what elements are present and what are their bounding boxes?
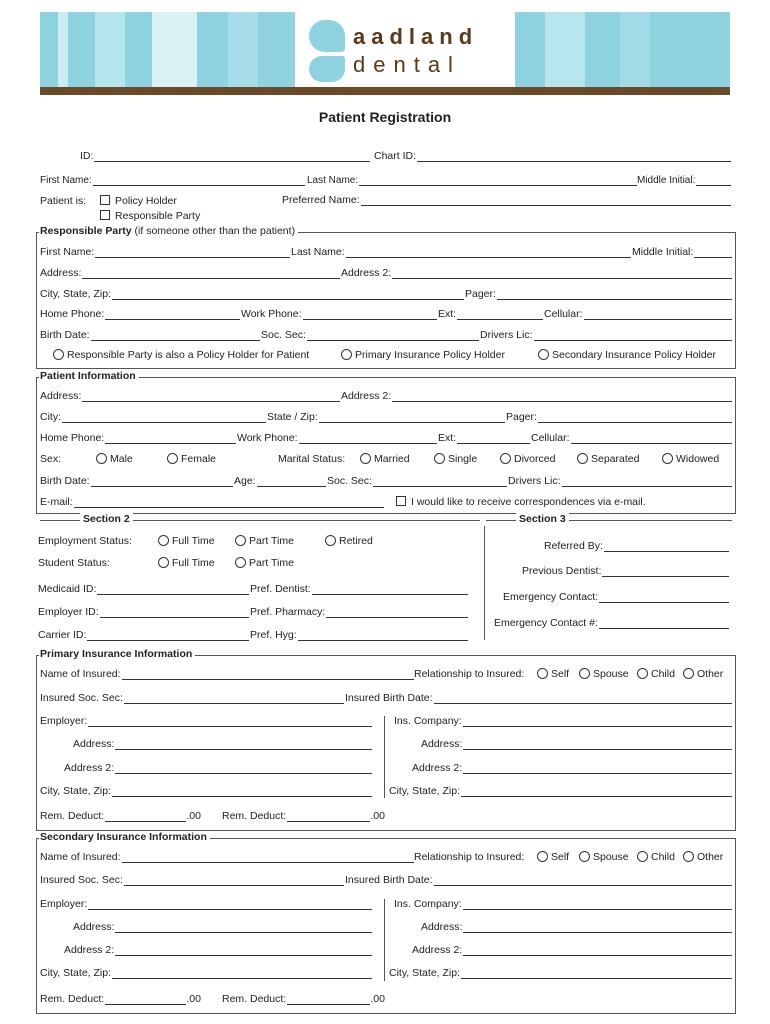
logo <box>295 12 515 87</box>
rp-pager-field[interactable]: Pager: <box>465 288 732 300</box>
rp-address-field[interactable]: Address: <box>40 267 340 279</box>
secondary-rel-other-radio[interactable]: Other <box>683 851 723 863</box>
marital-widowed-radio[interactable]: Widowed <box>662 453 719 465</box>
emergency-contact-field[interactable]: Emergency Contact: <box>503 591 729 603</box>
medicaid-id-field[interactable]: Medicaid ID: <box>38 583 249 595</box>
page-title: Patient Registration <box>318 109 452 125</box>
secondary-insured-birth-date-field[interactable]: Insured Birth Date: <box>345 874 732 886</box>
pi-address-field[interactable]: Address: <box>40 390 340 402</box>
primary-rel-spouse-radio[interactable]: Spouse <box>579 668 629 680</box>
header-divider <box>40 87 730 95</box>
header-banner <box>40 12 730 87</box>
rp-secondary-policy-holder-radio[interactable]: Secondary Insurance Policy Holder <box>538 349 716 361</box>
secondary-insured-soc-sec-field[interactable]: Insured Soc. Sec: <box>40 874 344 886</box>
pi-cellular-field[interactable]: Cellular: <box>531 432 732 444</box>
secondary-relationship-label: Relationship to Insured: <box>414 851 525 863</box>
employment-full-time-radio[interactable]: Full Time <box>158 535 215 547</box>
employment-retired-radio[interactable]: Retired <box>325 535 373 547</box>
primary-company-city-field[interactable]: City, State, Zip: <box>389 785 732 797</box>
rp-home-phone-field[interactable]: Home Phone: <box>40 308 240 320</box>
id-field[interactable]: ID: <box>80 150 370 162</box>
pi-ext-field[interactable]: Ext: <box>438 432 530 444</box>
rp-work-phone-field[interactable]: Work Phone: <box>241 308 437 320</box>
sex-male-radio[interactable]: Male <box>96 453 133 465</box>
secondary-rem-deduct-1-field[interactable]: Rem. Deduct: .00 <box>40 993 201 1005</box>
secondary-name-insured-field[interactable]: Name of Insured: <box>40 851 414 863</box>
pi-address2-field[interactable]: Address 2: <box>341 390 732 402</box>
primary-name-insured-field[interactable]: Name of Insured: <box>40 668 414 680</box>
patient-information-legend: Patient Information <box>39 370 139 382</box>
pref-pharmacy-field[interactable]: Pref. Pharmacy: <box>250 606 468 618</box>
employment-status-label: Employment Status: <box>38 535 132 547</box>
pi-city-field[interactable]: City: <box>40 411 266 423</box>
secondary-company-address-field[interactable]: Address: <box>421 921 732 933</box>
pi-home-phone-field[interactable]: Home Phone: <box>40 432 236 444</box>
rp-soc-sec-field[interactable]: Soc. Sec: <box>261 329 479 341</box>
first-name-field[interactable]: First Name: <box>40 174 305 186</box>
pref-dentist-field[interactable]: Pref. Dentist: <box>250 583 468 595</box>
secondary-company-address2-field[interactable]: Address 2: <box>412 944 732 956</box>
rp-ext-field[interactable]: Ext: <box>438 308 543 320</box>
chart-id-field[interactable]: Chart ID: <box>374 150 731 162</box>
section-2-title: Section 2 <box>80 513 133 525</box>
rp-also-policy-holder-radio[interactable]: Responsible Party is also a Policy Holder for Patient <box>53 349 309 361</box>
rp-address2-field[interactable]: Address 2: <box>341 267 732 279</box>
logo-text-bottom: dental <box>353 52 461 77</box>
primary-rem-deduct-1-field[interactable]: Rem. Deduct: .00 <box>40 810 201 822</box>
policy-holder-checkbox[interactable]: Policy Holder <box>100 195 177 207</box>
email-correspondence-checkbox[interactable]: I would like to receive correspondences via e-mail. <box>396 496 646 508</box>
primary-rel-other-radio[interactable]: Other <box>683 668 723 680</box>
previous-dentist-field[interactable]: Previous Dentist: <box>522 565 729 577</box>
rp-city-state-zip-field[interactable]: City, State, Zip: <box>40 288 464 300</box>
section-3-title: Section 3 <box>516 513 569 525</box>
logo-mark-icon <box>309 20 345 52</box>
primary-ins-company-field[interactable]: Ins. Company: <box>394 715 732 727</box>
marital-status-label: Marital Status: <box>278 453 346 465</box>
secondary-employer-address-field[interactable]: Address: <box>73 921 372 933</box>
primary-company-address2-field[interactable]: Address 2: <box>412 762 732 774</box>
student-part-time-radio[interactable]: Part Time <box>235 557 294 569</box>
pref-hyg-field[interactable]: Pref. Hyg: <box>250 629 468 641</box>
secondary-company-city-field[interactable]: City, State, Zip: <box>389 967 732 979</box>
secondary-ins-company-field[interactable]: Ins. Company: <box>394 898 732 910</box>
secondary-employer-address2-field[interactable]: Address 2: <box>64 944 372 956</box>
student-full-time-radio[interactable]: Full Time <box>158 557 215 569</box>
middle-initial-field[interactable]: Middle Initial: <box>637 174 731 186</box>
rp-first-name-field[interactable]: First Name: <box>40 246 290 258</box>
responsible-party-checkbox[interactable]: Responsible Party <box>100 210 200 222</box>
primary-employer-city-field[interactable]: City, State, Zip: <box>40 785 372 797</box>
carrier-id-field[interactable]: Carrier ID: <box>38 629 249 641</box>
pi-work-phone-field[interactable]: Work Phone: <box>237 432 437 444</box>
primary-employer-field[interactable]: Employer: <box>40 715 372 727</box>
rp-cellular-field[interactable]: Cellular: <box>544 308 732 320</box>
patient-is-label: Patient is: <box>40 195 87 207</box>
secondary-rel-spouse-radio[interactable]: Spouse <box>579 851 629 863</box>
secondary-rel-self-radio[interactable]: Self <box>537 851 569 863</box>
secondary-insurance-legend: Secondary Insurance Information <box>39 831 210 843</box>
logo-text-top: aadland <box>353 24 479 49</box>
rp-birth-date-field[interactable]: Birth Date: <box>40 329 260 341</box>
secondary-employer-city-field[interactable]: City, State, Zip: <box>40 967 372 979</box>
responsible-party-legend: Responsible Party (if someone other than the patient) <box>39 225 298 237</box>
rp-middle-initial-field[interactable]: Middle Initial: <box>632 246 732 258</box>
referred-by-field[interactable]: Referred By: <box>544 540 729 552</box>
pi-email-field[interactable]: E-mail: <box>40 496 384 508</box>
primary-insurance-legend: Primary Insurance Information <box>39 648 195 660</box>
pi-state-zip-field[interactable]: State / Zip: <box>267 411 505 423</box>
primary-rem-deduct-2-field[interactable]: Rem. Deduct: .00 <box>222 810 385 822</box>
preferred-name-field[interactable]: Preferred Name: <box>282 194 731 206</box>
employment-part-time-radio[interactable]: Part Time <box>235 535 294 547</box>
primary-relationship-label: Relationship to Insured: <box>414 668 525 680</box>
pi-soc-sec-field[interactable]: Soc. Sec: <box>327 475 507 487</box>
marital-separated-radio[interactable]: Separated <box>577 453 639 465</box>
primary-employer-address2-field[interactable]: Address 2: <box>64 762 372 774</box>
last-name-field[interactable]: Last Name: <box>307 174 637 186</box>
rp-last-name-field[interactable]: Last Name: <box>291 246 631 258</box>
marital-single-radio[interactable]: Single <box>434 453 477 465</box>
emergency-contact-number-field[interactable]: Emergency Contact #: <box>494 617 729 629</box>
marital-married-radio[interactable]: Married <box>360 453 410 465</box>
employer-id-field[interactable]: Employer ID: <box>38 606 249 618</box>
sex-female-radio[interactable]: Female <box>167 453 216 465</box>
marital-divorced-radio[interactable]: Divorced <box>500 453 555 465</box>
secondary-rel-child-radio[interactable]: Child <box>637 851 675 863</box>
primary-rel-child-radio[interactable]: Child <box>637 668 675 680</box>
pi-age-field[interactable]: Age: <box>234 475 326 487</box>
pi-pager-field[interactable]: Pager: <box>506 411 732 423</box>
rp-primary-policy-holder-radio[interactable]: Primary Insurance Policy Holder <box>341 349 505 361</box>
secondary-employer-field[interactable]: Employer: <box>40 898 372 910</box>
pi-birth-date-field[interactable]: Birth Date: <box>40 475 233 487</box>
primary-rel-self-radio[interactable]: Self <box>537 668 569 680</box>
primary-insured-birth-date-field[interactable]: Insured Birth Date: <box>345 692 732 704</box>
pi-drivers-lic-field[interactable]: Drivers Lic: <box>508 475 732 487</box>
sex-label: Sex: <box>40 453 62 465</box>
primary-employer-address-field[interactable]: Address: <box>73 738 372 750</box>
primary-insured-soc-sec-field[interactable]: Insured Soc. Sec: <box>40 692 344 704</box>
rp-drivers-lic-field[interactable]: Drivers Lic: <box>480 329 732 341</box>
secondary-rem-deduct-2-field[interactable]: Rem. Deduct: .00 <box>222 993 385 1005</box>
primary-company-address-field[interactable]: Address: <box>421 738 732 750</box>
student-status-label: Student Status: <box>38 557 110 569</box>
